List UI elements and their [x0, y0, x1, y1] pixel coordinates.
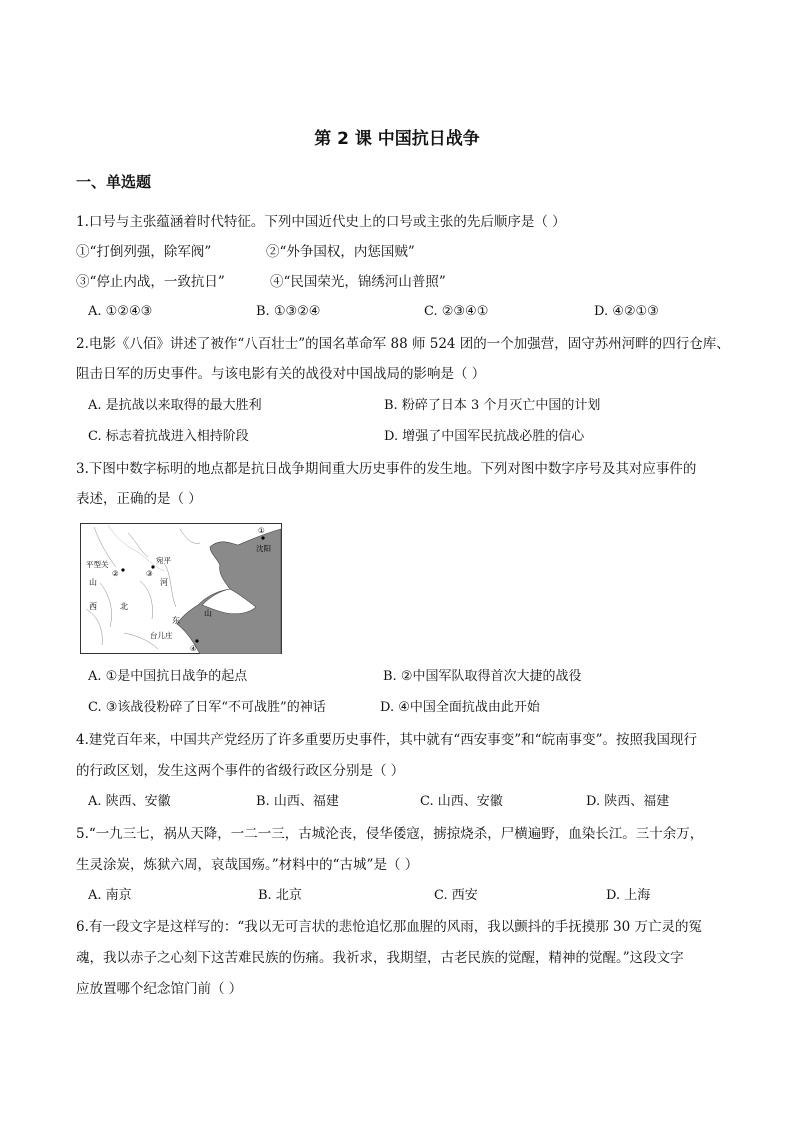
map-label-1: ① — [258, 526, 265, 535]
question-5-stem-line-1: 5.“一九三七，祸从天降，一二一三，古城沦丧，侵华倭寇，掳掠烧杀，尸横遍野，血染长江。三十余万， — [76, 826, 704, 842]
map-label-shan: 山 — [89, 578, 97, 587]
map-label-pingxingguan: 平型关 — [86, 560, 109, 569]
question-1-option-c[interactable]: C. ②③④① — [424, 304, 489, 319]
question-1-item-4: ④“民国荣光，锦绣河山普照” — [270, 274, 446, 290]
question-6-stem-line-3: 应放置哪个纪念馆门前（ ） — [76, 981, 243, 997]
question-1-item-2: ②“外争国权，内惩国贼” — [266, 244, 415, 260]
question-4-option-c[interactable]: C. 山西、安徽 — [420, 794, 503, 809]
question-2-stem-line-1: 2.电影《八佰》讲述了被作“八百壮士”的国名革命军 88 师 524 团的一个加强营，固守苏州河畔的四行仓库、 — [76, 336, 730, 352]
question-3-stem-line-2: 表述，正确的是（ ） — [76, 491, 202, 507]
question-2-option-c[interactable]: C. 标志着抗战进入相持阶段 — [88, 429, 249, 444]
question-2-option-d[interactable]: D. 增强了中国军民抗战必胜的信心 — [384, 429, 585, 444]
shenyang-marker — [261, 536, 264, 539]
historical-map — [80, 523, 282, 654]
map-label-3: ③ — [146, 569, 153, 578]
map-label-4: ④ — [190, 644, 197, 653]
map-label-2: ② — [112, 569, 119, 578]
question-5-option-c[interactable]: C. 西安 — [434, 888, 478, 903]
question-5-option-b[interactable]: B. 北京 — [258, 888, 302, 903]
map-label-shenyang: 沈阳 — [256, 544, 271, 553]
question-3-option-d[interactable]: D. ④中国全面抗战由此开始 — [380, 700, 540, 715]
question-1-item-1: ①“打倒列强，除军阀” — [76, 244, 212, 260]
map-label-taierzhuang: 台儿庄 — [150, 631, 173, 640]
question-1-option-a[interactable]: A. ①②④③ — [88, 304, 153, 319]
question-1-option-d[interactable]: D. ④②①③ — [594, 304, 659, 319]
question-2-stem-line-2: 阻击日军的历史事件。与该电影有关的战役对中国战局的影响是（ ） — [76, 366, 486, 382]
page-title: 第 2 课 中国抗日战争 — [314, 129, 480, 149]
taierzhuang-marker — [195, 639, 198, 642]
question-1-option-b[interactable]: B. ①③②④ — [256, 304, 321, 319]
section-heading: 一、单选题 — [76, 173, 152, 191]
map-label-bei: 北 — [120, 602, 128, 611]
pingxingguan-marker — [121, 568, 124, 571]
question-1-item-3: ③“停止内战，一致抗日” — [76, 274, 225, 290]
question-4-option-d[interactable]: D. 陕西、福建 — [586, 794, 670, 809]
question-4-option-b[interactable]: B. 山西、福建 — [256, 794, 339, 809]
question-5-option-a[interactable]: A. 南京 — [88, 888, 132, 903]
question-3-stem-line-1: 3.下图中数字标明的地点都是抗日战争期间重大历史事件的发生地。下列对图中数字序号及其对应事件的 — [76, 461, 697, 477]
map-label-he: 河 — [160, 578, 168, 587]
question-6-stem-line-2: 魂，我以赤子之心刻下这苦难民族的伤痛。我祈求，我期望，古老民族的觉醒，精神的觉醒。”这段文字 — [76, 950, 684, 966]
question-3-option-c[interactable]: C. ③该战役粉碎了日军“不可战胜”的神话 — [88, 700, 326, 715]
question-1-stem: 1.口号与主张蕴涵着时代特征。下列中国近代史上的口号或主张的先后顺序是（ ） — [76, 214, 566, 230]
question-4-option-a[interactable]: A. 陕西、安徽 — [88, 794, 171, 809]
question-6-stem-line-1: 6.有一段文字是这样写的：“我以无可言状的悲怆追忆那血腥的风雨，我以颤抖的手抚摸那 30 万亡灵的冤 — [76, 919, 703, 935]
question-4-stem-line-2: 的行政区划，发生这两个事件的省级行政区分别是（ ） — [76, 763, 405, 779]
question-2-option-a[interactable]: A. 是抗战以来取得的最大胜利 — [88, 398, 262, 413]
question-3-option-a[interactable]: A. ①是中国抗日战争的起点 — [88, 669, 248, 684]
map-label-dong: 东 — [172, 616, 180, 625]
question-3-option-b[interactable]: B. ②中国军队取得首次大捷的战役 — [383, 669, 582, 684]
question-5-option-d[interactable]: D. 上海 — [606, 888, 651, 903]
map-label-xi: 西 — [89, 602, 97, 611]
map-label-wanping: 宛平 — [156, 556, 171, 565]
question-4-stem-line-1: 4.建党百年来，中国共产党经历了许多重要历史事件，其中就有“西安事变”和“皖南事变”。按照我国现行 — [76, 732, 697, 748]
question-5-stem-line-2: 生灵涂炭，炼狱六周，哀哉国殇。”材料中的“古城”是（ ） — [76, 857, 419, 873]
question-2-option-b[interactable]: B. 粉碎了日本 3 个月灭亡中国的计划 — [384, 398, 601, 413]
map-label-shan-2: 山 — [204, 609, 212, 618]
